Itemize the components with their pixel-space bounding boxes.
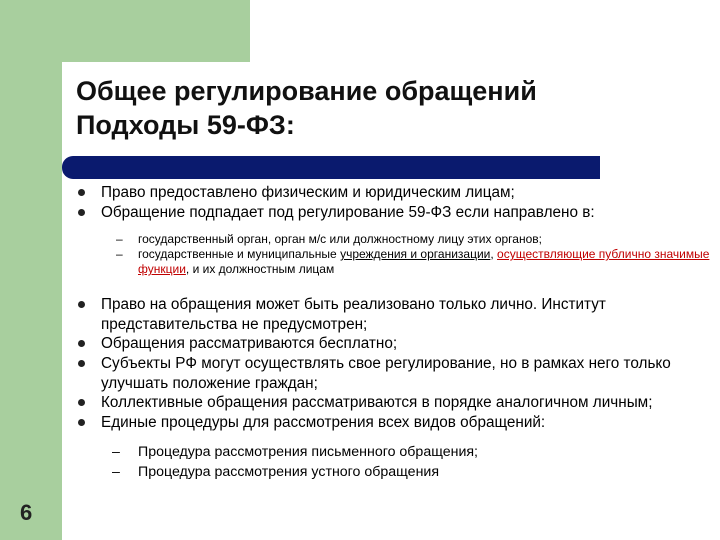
- bullet-text: Обращение подпадает под регулирование 59-ФЗ если направлено в:: [101, 203, 595, 221]
- sub-text-part: , и их должностным лицам: [185, 262, 335, 277]
- page-number: 6: [20, 500, 33, 525]
- highlighted-text: осуществляющие публично значимые функции: [138, 247, 710, 277]
- sub-item: [76, 247, 712, 277]
- bullet-text: Право на обращения может быть реализовано только лично. Институт представительства не предусмотрен;: [101, 296, 606, 333]
- bullet-item: [76, 334, 712, 354]
- sub-item: [76, 462, 712, 482]
- slide-content: [76, 183, 712, 482]
- title-underline-bar: [62, 156, 600, 179]
- bullet-text: Единые процедуры для рассмотрения всех видов обращений:: [101, 413, 546, 431]
- bullet-dot-icon: [78, 301, 85, 308]
- bullet-item: [76, 393, 712, 413]
- title-line-2: Подходы 59-ФЗ:: [76, 110, 295, 140]
- bullet-dot-icon: [78, 209, 85, 216]
- sub-text: государственный орган, орган м/с или должностному лицу этих органов;: [138, 232, 542, 247]
- bullet-item: [76, 413, 712, 433]
- bullet-dot-icon: [78, 419, 85, 426]
- sub-text: Процедура рассмотрения письменного обращения;: [138, 444, 478, 461]
- dash-marker: –: [112, 464, 120, 481]
- sub-text-part: ,: [490, 247, 498, 262]
- bullet-text: Коллективные обращения рассматриваются в порядке аналогичном личным;: [101, 394, 653, 412]
- bullet-text: Обращения рассматриваются бесплатно;: [101, 335, 398, 353]
- sub-item: [76, 442, 712, 462]
- bullet-dot-icon: [78, 399, 85, 406]
- bullet-item: [76, 183, 712, 203]
- slide-title: [76, 74, 696, 142]
- bullet-text: Право предоставлено физическим и юридическим лицам;: [101, 184, 515, 201]
- sub-item: [76, 232, 712, 247]
- sub-text-part: государственные и муниципальные: [138, 247, 341, 262]
- sub-text: Процедура рассмотрения устного обращения: [138, 464, 440, 481]
- left-green-strip: [0, 0, 62, 540]
- underlined-text: учреждения и организации: [340, 247, 491, 262]
- dash-marker: –: [116, 232, 123, 247]
- bullet-dot-icon: [78, 360, 85, 367]
- bullet-text: Субъекты РФ могут осуществлять свое регулирование, но в рамках него только улучшать положение граждан;: [101, 354, 671, 392]
- bullet-dot-icon: [78, 189, 85, 196]
- bullet-dot-icon: [78, 340, 85, 347]
- title-line-1: Общее регулирование обращений: [76, 76, 537, 106]
- bullet-item: [76, 295, 712, 334]
- dash-marker: –: [112, 444, 120, 461]
- top-green-block: [0, 0, 250, 62]
- bullet-item: [76, 203, 712, 223]
- dash-marker: –: [116, 247, 123, 262]
- bullet-item: [76, 354, 712, 393]
